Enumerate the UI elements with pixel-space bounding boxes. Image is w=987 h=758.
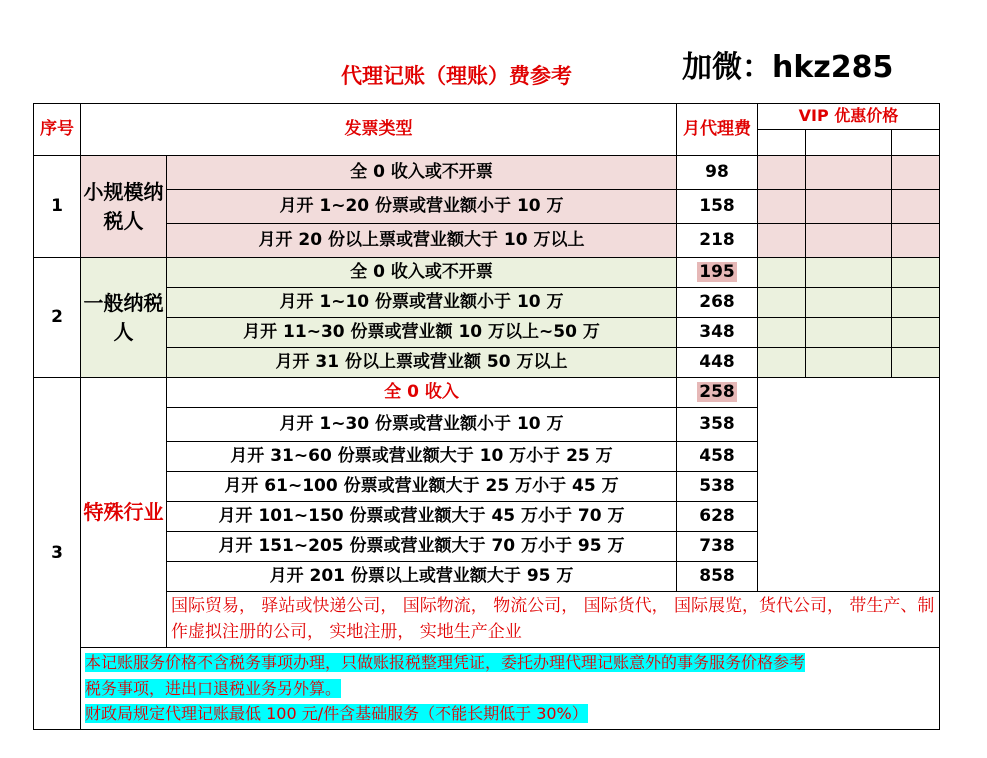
invoice-type-cell: 月开 1~20 份票或营业额小于 10 万 (167, 190, 677, 224)
contact-info: 加微：hkz285 (682, 50, 894, 85)
group-category: 一般纳税人 (81, 258, 167, 378)
price-table (33, 103, 940, 730)
vip-cell (892, 190, 940, 224)
vip-cell (806, 190, 892, 224)
footer-line-1: 本记账服务价格不含税务事项办理，只做账报税整理凭证，委托办理代理记账意外的事务服务价格参考 (85, 653, 806, 672)
invoice-type-cell: 月开 31 份以上票或营业额 50 万以上 (167, 348, 677, 378)
vip-cell (806, 348, 892, 378)
invoice-type-cell: 全 0 收入或不开票 (167, 258, 677, 288)
group-seq: 2 (34, 258, 81, 378)
header-invoice-type: 发票类型 (81, 104, 677, 156)
vip-cell (892, 156, 940, 190)
vip-cell (806, 224, 892, 258)
group-category: 特殊行业 (81, 378, 167, 648)
invoice-type-cell: 月开 11~30 份票或营业额 10 万以上~50 万 (167, 318, 677, 348)
header-vip-price: VIP 优惠价格 (758, 104, 940, 130)
vip-cell (806, 318, 892, 348)
fee-cell: 738 (677, 532, 758, 562)
vip-cell (758, 190, 806, 224)
fee-cell: 98 (677, 156, 758, 190)
vip-cell (758, 224, 806, 258)
fee-cell (677, 378, 758, 408)
page-title: 代理记账（理账）费参考 (341, 64, 572, 88)
vip-cell (892, 348, 940, 378)
fee-cell: 158 (677, 190, 758, 224)
invoice-type-cell: 月开 151~205 份票或营业额大于 70 万小于 95 万 (167, 532, 677, 562)
fee-cell: 448 (677, 348, 758, 378)
fee-cell: 268 (677, 288, 758, 318)
fee-cell: 218 (677, 224, 758, 258)
invoice-type-cell: 月开 1~10 份票或营业额小于 10 万 (167, 288, 677, 318)
fee-cell: 458 (677, 442, 758, 472)
vip-cell (892, 224, 940, 258)
invoice-type-cell: 月开 201 份票以上或营业额大于 95 万 (167, 562, 677, 592)
group-seq: 3 (34, 378, 81, 730)
invoice-type-cell: 全 0 收入或不开票 (167, 156, 677, 190)
vip-cell (806, 258, 892, 288)
header-seq: 序号 (34, 104, 81, 156)
footer-line-2: 税务事项，进出口退税业务另外算。 (85, 678, 342, 698)
invoice-type-cell: 月开 1~30 份票或营业额小于 10 万 (167, 408, 677, 442)
vip-cell (758, 156, 806, 190)
fee-cell: 358 (677, 408, 758, 442)
fee-cell: 628 (677, 502, 758, 532)
vip-cell (892, 318, 940, 348)
vip-cell (758, 348, 806, 378)
invoice-type-cell: 月开 101~150 份票或营业额大于 45 万小于 70 万 (167, 502, 677, 532)
vip-cell (806, 288, 892, 318)
invoice-type-cell: 月开 31~60 份票或营业额大于 10 万小于 25 万 (167, 442, 677, 472)
invoice-type-cell: 月开 61~100 份票或营业额大于 25 万小于 45 万 (167, 472, 677, 502)
footer-line-3: 财政局规定代理记账最低 100 元/件含基础服务（不能长期低于 30%） (85, 704, 588, 724)
fee-highlight: 258 (699, 381, 735, 402)
invoice-type-cell: 月开 20 份以上票或营业额大于 10 万以上 (167, 224, 677, 258)
vip-empty-area (758, 378, 940, 592)
fee-cell: 348 (677, 318, 758, 348)
special-industry-note: 国际贸易， 驿站或快递公司， 国际物流， 物流公司， 国际货代， 国际展览，货代公司， 带生产、制作虚拟注册的公司， 实地注册， 实地生产企业 (167, 592, 940, 648)
fee-cell: 538 (677, 472, 758, 502)
fee-cell (677, 258, 758, 288)
fee-cell: 858 (677, 562, 758, 592)
vip-cell (892, 288, 940, 318)
vip-cell (806, 156, 892, 190)
vip-cell (758, 288, 806, 318)
vip-cell (758, 318, 806, 348)
vip-subcell (758, 130, 806, 156)
invoice-type-cell: 全 0 收入 (167, 378, 677, 408)
footer-notes (81, 648, 940, 730)
header-monthly-fee: 月代理费 (677, 104, 758, 156)
vip-cell (758, 258, 806, 288)
vip-cell (892, 258, 940, 288)
vip-subcell (806, 130, 892, 156)
group-category: 小规模纳税人 (81, 156, 167, 258)
vip-subcell (892, 130, 940, 156)
group-seq: 1 (34, 156, 81, 258)
fee-highlight: 195 (699, 261, 735, 282)
